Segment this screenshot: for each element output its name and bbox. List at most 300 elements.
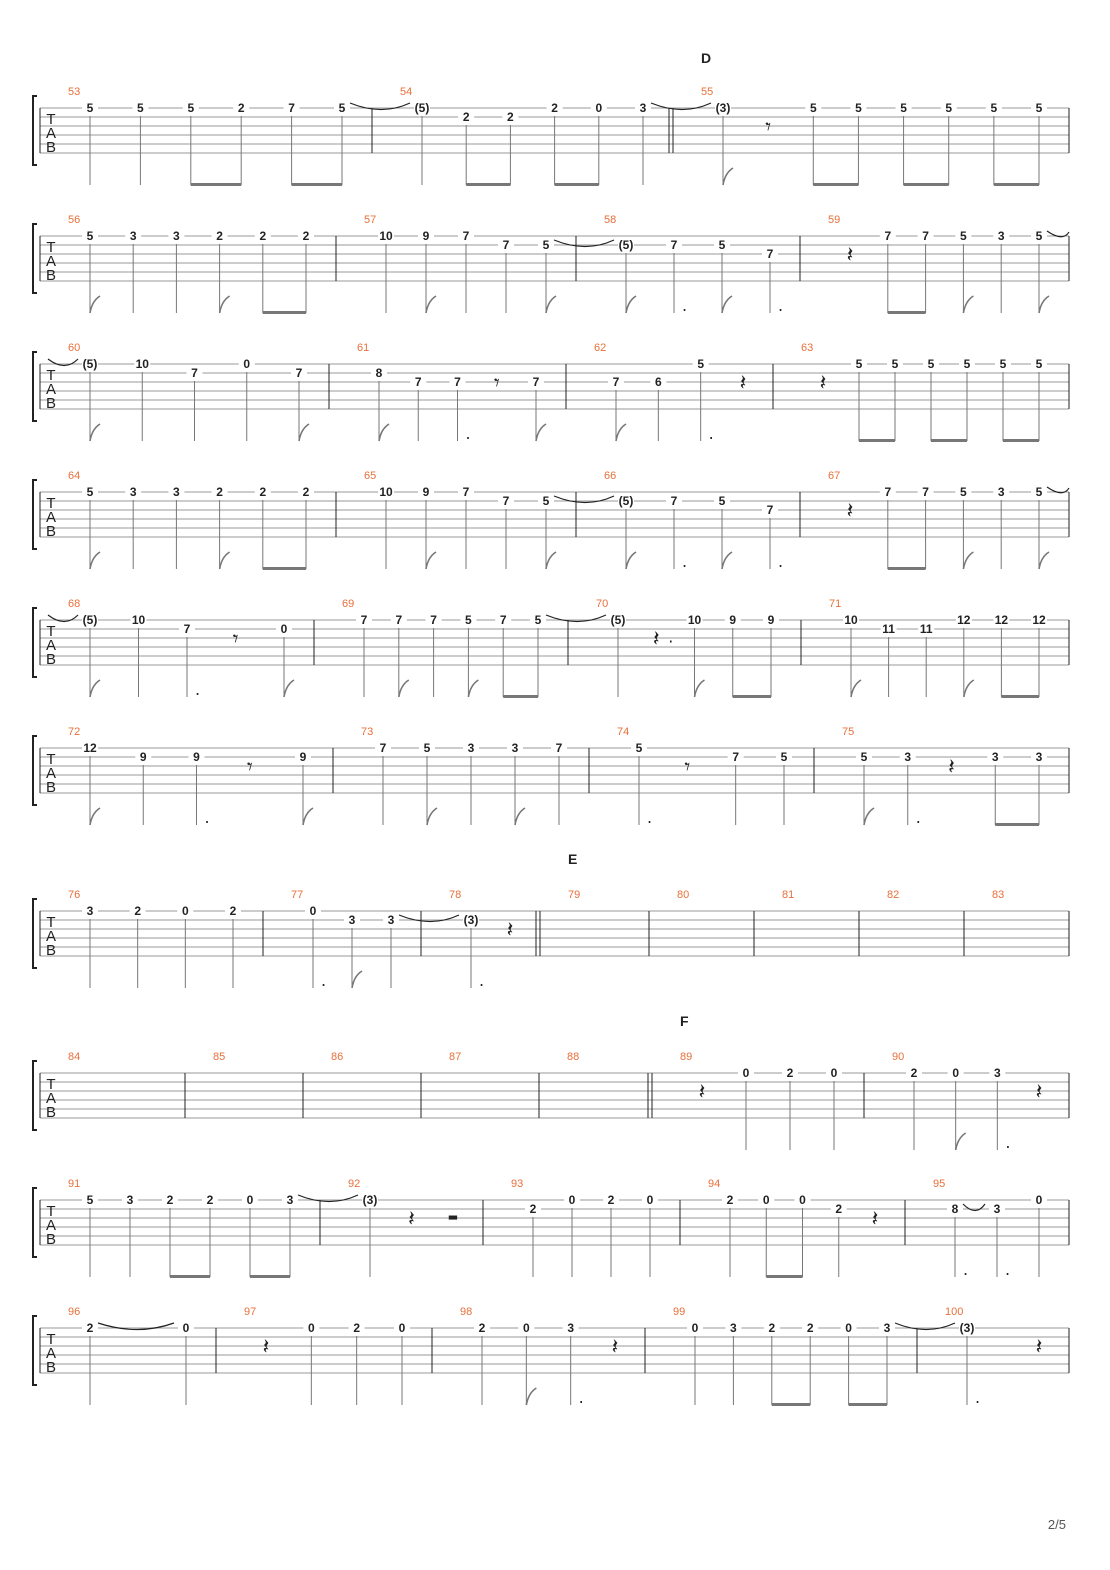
beam [931,439,967,442]
fret-number: 10 [844,613,858,627]
rhythm-dot: . [1005,1260,1011,1279]
fret-number: 5 [718,238,726,252]
eighth-flag [546,296,556,313]
rest-symbol: 𝄽 [408,1207,415,1233]
fret-number: (5) [610,613,626,627]
fret-number: 6 [654,375,662,389]
rest-symbol: 𝄽 [819,371,827,397]
fret-number: 2 [507,110,514,124]
fret-number: 12 [1032,613,1046,627]
beam [503,695,538,698]
fret-number: 2 [353,1321,361,1335]
fret-number: 3 [511,741,519,755]
fret-number: 7 [499,613,507,627]
fret-number: 10 [135,357,149,371]
tab-clef-letter: A [45,1345,57,1362]
fret-number: 0 [845,1321,852,1335]
beam [263,311,306,314]
fret-number: 0 [398,1321,406,1335]
tab-clef-letter: B [45,523,57,540]
fret-number: 0 [952,1066,960,1080]
fret-number: 5 [891,357,899,371]
fret-number: 12 [83,741,97,755]
eighth-flag [546,552,556,569]
fret-number: 2 [726,1193,734,1207]
fret-number: 7 [670,494,678,508]
system-bracket [33,736,37,805]
tab-clef-letter: T [46,367,56,384]
tab-clef-letter: T [46,623,56,640]
tie-arc [963,1204,985,1211]
section-marker: D [701,50,712,66]
measure-number: 75 [842,726,855,738]
fret-number: 2 [607,1193,615,1207]
fret-number: 10 [131,613,146,627]
measure-number: 91 [68,1178,81,1190]
measure-number: 56 [68,214,81,226]
measure-number: 68 [68,598,81,610]
beam [250,1275,290,1278]
tab-clef-letter: T [46,239,56,256]
fret-number: 5 [423,741,431,755]
fret-number: 9 [422,229,430,243]
eighth-flag [1039,296,1049,313]
eighth-flag [90,424,100,441]
rest-symbol: 𝄽 [698,1080,706,1106]
measure-number: 81 [782,889,795,901]
eighth-flag [220,296,230,313]
fret-number: 0 [1035,1193,1043,1207]
fret-number: (5) [82,613,98,627]
eighth-flag [864,808,874,825]
fret-number: 5 [927,357,935,371]
rhythm-dot: . [195,680,201,699]
eighth-flag [352,971,362,988]
tab-clef-letter: B [45,1231,57,1248]
tie-arc [399,915,459,922]
fret-number: 2 [835,1202,843,1216]
fret-number: 5 [465,613,472,627]
fret-number: 5 [1035,357,1043,371]
page-number: 2/5 [1047,1517,1066,1532]
fret-number: 7 [454,375,461,389]
beam [772,1403,810,1406]
tab-clef-letter: A [45,1090,57,1107]
rest-symbol: 𝄽 [739,371,747,397]
section-marker: E [568,851,578,867]
fret-number: 0 [280,622,288,636]
fret-number: 5 [855,101,862,115]
fret-number: 5 [780,750,788,764]
rhythm-dot: . [465,424,471,443]
measure-number: 80 [677,889,690,901]
tab-clef-letter: B [45,267,57,284]
eighth-flag [964,680,974,697]
rhythm-dot: . [204,808,210,827]
tab-clef-letter: T [46,111,56,128]
fret-number: 0 [182,1321,190,1335]
fret-number: 3 [730,1321,737,1335]
eighth-flag [536,424,546,441]
fret-number: 3 [173,485,180,499]
fret-number: 5 [187,101,195,115]
measure-number: 89 [680,1051,693,1063]
rest-symbol: 𝄾 [684,755,691,781]
tie-arc [298,1195,358,1202]
beam [995,823,1039,826]
eighth-flag [468,680,478,697]
fret-number: 7 [295,366,303,380]
fret-number: 2 [166,1193,174,1207]
fret-number: 7 [502,238,510,252]
fret-number: 0 [646,1193,654,1207]
fret-number: 5 [86,485,94,499]
measure-number: 78 [449,889,462,901]
fret-number: 5 [999,357,1007,371]
eighth-flag [399,680,409,697]
fret-number: 5 [137,101,144,115]
measure-number: 94 [708,1178,721,1190]
eighth-flag [90,808,100,825]
fret-number: 3 [997,229,1005,243]
section-marker: F [680,1013,689,1029]
fret-number: 5 [855,357,863,371]
fret-number: 3 [567,1321,575,1335]
fret-number: 2 [910,1066,918,1080]
beam [1001,695,1039,698]
eighth-flag [963,296,973,313]
measure-number: 71 [829,598,842,610]
tab-clef-letter: B [45,139,57,156]
eighth-flag [1039,552,1049,569]
fret-number: 0 [830,1066,838,1080]
beam [292,183,342,186]
fret-number: 3 [904,750,912,764]
eighth-flag [626,296,636,313]
beam [994,183,1039,186]
tab-clef-letter: A [45,928,57,945]
fret-number: 3 [126,1193,134,1207]
beam [466,183,510,186]
fret-number: 7 [395,613,403,627]
tab-clef-letter: A [45,253,57,270]
tab-clef-letter: T [46,495,56,512]
measure-number: 57 [364,214,377,226]
tab-clef-letter: A [45,381,57,398]
beam [733,695,771,698]
rhythm-dot: . [1005,1133,1011,1152]
fret-number: 5 [1035,485,1043,499]
fret-number: 7 [732,750,740,764]
measure-number: 96 [68,1306,81,1318]
eighth-flag [90,552,100,569]
fret-number: 0 [568,1193,576,1207]
fret-number: 0 [522,1321,530,1335]
eighth-flag [90,296,100,313]
beam [766,1275,802,1278]
fret-number: 2 [529,1202,537,1216]
fret-number: 7 [379,741,387,755]
tab-clef-letter: B [45,1359,57,1376]
system-bracket [33,1316,37,1385]
measure-number: 87 [449,1051,462,1063]
fret-number: 7 [612,375,620,389]
system-bracket [33,96,37,165]
fret-number: 0 [181,904,189,918]
fret-number: 0 [309,904,317,918]
measure-number: 77 [291,889,304,901]
fret-number: (3) [959,1321,975,1335]
fret-number: 7 [414,375,422,389]
rest-symbol: 𝄽 [611,1335,619,1361]
eighth-flag [722,296,732,313]
fret-number: 0 [799,1193,806,1207]
rhythm-dot: . [668,627,674,647]
fret-number: 0 [243,357,251,371]
measure-number: 73 [361,726,374,738]
beam [191,183,241,186]
fret-number: 7 [191,366,198,380]
fret-number: (5) [414,101,430,115]
fret-number: 9 [422,485,430,499]
fret-number: 3 [993,1066,1001,1080]
measure-number: 95 [933,1178,946,1190]
fret-number: 2 [462,110,470,124]
fret-number: 0 [691,1321,699,1335]
fret-number: 2 [86,1321,94,1335]
fret-number: 3 [129,485,137,499]
eighth-flag [695,680,705,697]
measure-number: 83 [992,889,1005,901]
beam [904,183,949,186]
eighth-flag [426,296,436,313]
rhythm-dot: . [682,296,688,315]
fret-number: 7 [766,503,774,517]
measure-number: 54 [400,86,413,98]
fret-number: 5 [542,494,550,508]
fret-number: (5) [618,238,634,252]
rhythm-dot: . [321,971,327,990]
eighth-flag [963,552,973,569]
fret-number: 5 [542,238,550,252]
tab-clef-letter: A [45,125,57,142]
fret-number: 2 [216,229,223,243]
fret-number: 7 [766,247,774,261]
fret-number: 9 [729,613,737,627]
measure-number: 97 [244,1306,257,1318]
rhythm-dot: . [647,808,653,827]
fret-number: 2 [786,1066,794,1080]
fret-number: 3 [639,101,647,115]
measure-number: 93 [511,1178,524,1190]
tie-arc [546,615,606,622]
measure-number: 64 [68,470,81,482]
fret-number: 5 [1035,229,1043,243]
fret-number: 3 [997,485,1005,499]
measure-number: 100 [945,1306,964,1318]
rest-symbol: ▬ [447,1210,459,1224]
fret-number: 7 [884,485,892,499]
tie-arc [554,240,614,247]
beam [170,1275,210,1278]
tab-clef-letter: T [46,1203,56,1220]
rest-symbol: 𝄽 [948,755,955,781]
tab-clef-letter: B [45,942,57,959]
measure-number: 98 [460,1306,473,1318]
fret-number: 2 [551,101,558,115]
fret-number: 2 [206,1193,214,1207]
eighth-flag [851,680,861,697]
fret-number: 7 [462,229,470,243]
rhythm-dot: . [963,1260,969,1279]
fret-number: 3 [1035,750,1043,764]
system-bracket [33,608,37,677]
fret-number: 5 [635,741,643,755]
measure-number: 70 [596,598,609,610]
fret-number: 7 [532,375,540,389]
fret-number: (3) [715,101,731,115]
fret-number: 5 [860,750,868,764]
fret-number: 12 [994,613,1009,627]
fret-number: 3 [387,913,395,927]
fret-number: 5 [718,494,726,508]
fret-number: 5 [1035,101,1043,115]
fret-number: 2 [302,485,310,499]
beam [888,567,926,570]
rest-symbol: 𝄽 [506,918,514,944]
eighth-flag [956,1133,966,1150]
fret-number: 3 [991,750,999,764]
fret-number: 2 [134,904,142,918]
fret-number: 3 [348,913,356,927]
tab-clef-letter: A [45,1217,57,1234]
tab-clef-letter: B [45,779,57,796]
eighth-flag [303,808,313,825]
fret-number: 5 [960,485,967,499]
tie-arc [98,1323,174,1330]
fret-number: 7 [502,494,510,508]
fret-number: 5 [900,101,907,115]
measure-number: 67 [828,470,841,482]
rest-symbol: 𝄽 [652,627,660,653]
measure-number: 92 [348,1178,361,1190]
measure-number: 59 [828,214,841,226]
fret-number: 5 [963,357,971,371]
fret-number: 7 [288,101,295,115]
fret-number: 5 [86,229,94,243]
rest-symbol: 𝄽 [871,1207,879,1233]
measure-number: 84 [68,1051,81,1063]
eighth-flag [526,1388,536,1405]
fret-number: 10 [687,613,702,627]
fret-number: 5 [338,101,346,115]
fret-number: 2 [302,229,310,243]
fret-number: 11 [919,622,933,636]
fret-number: 9 [193,750,200,764]
fret-number: 2 [478,1321,486,1335]
system-bracket [33,1061,37,1130]
eighth-flag [427,808,437,825]
system-bracket [33,899,37,968]
fret-number: 5 [809,101,817,115]
eighth-flag [616,424,626,441]
fret-number: 5 [86,1193,94,1207]
fret-number: 5 [86,101,94,115]
fret-number: 10 [379,229,393,243]
beam [555,183,599,186]
measure-number: 58 [604,214,617,226]
measure-number: 85 [213,1051,226,1063]
tab-clef-letter: T [46,914,56,931]
tab-clef-letter: T [46,751,56,768]
measure-number: 69 [342,598,355,610]
fret-number: 7 [183,622,191,636]
fret-number: 0 [742,1066,750,1080]
fret-number: 3 [993,1202,1001,1216]
fret-number: 7 [922,229,929,243]
beam [1003,439,1039,442]
measure-number: 65 [364,470,377,482]
eighth-flag [220,552,230,569]
measure-number: 82 [887,889,900,901]
measure-number: 60 [68,342,81,354]
rest-symbol: 𝄾 [246,755,253,781]
fret-number: 0 [762,1193,770,1207]
tab-clef-letter: A [45,637,57,654]
rest-symbol: 𝄾 [493,371,500,397]
fret-number: 8 [951,1202,959,1216]
eighth-flag [299,424,309,441]
tie-arc [48,615,78,622]
rest-symbol: 𝄽 [846,243,854,269]
fret-number: 2 [768,1321,776,1335]
tie-arc [895,1323,955,1330]
tie-arc [651,103,711,110]
fret-number: 8 [375,366,383,380]
fret-number: 5 [990,101,998,115]
fret-number: 3 [129,229,137,243]
fret-number: 0 [307,1321,315,1335]
fret-number: 3 [467,741,475,755]
rest-symbol: 𝄾 [232,627,239,653]
measure-number: 55 [701,86,714,98]
fret-number: 7 [462,485,470,499]
system-bracket [33,480,37,549]
tab-clef-letter: A [45,765,57,782]
system-bracket [33,224,37,293]
fret-number: 9 [139,750,147,764]
fret-number: 7 [555,741,563,755]
eighth-flag [626,552,636,569]
measure-number: 61 [357,342,370,354]
beam [813,183,858,186]
measure-number: 88 [567,1051,580,1063]
fret-number: 5 [697,357,705,371]
fret-number: 7 [430,613,437,627]
rest-symbol: 𝄾 [765,115,772,141]
fret-number: 2 [259,485,267,499]
tie-arc [350,103,410,110]
fret-number: 7 [670,238,678,252]
fret-number: 3 [86,904,94,918]
rhythm-dot: . [479,971,485,990]
fret-number: 12 [957,613,971,627]
tab-clef-letter: B [45,1104,57,1121]
fret-number: 0 [595,101,603,115]
fret-number: (3) [362,1193,378,1207]
beam [859,439,895,442]
tie-arc [554,496,614,503]
